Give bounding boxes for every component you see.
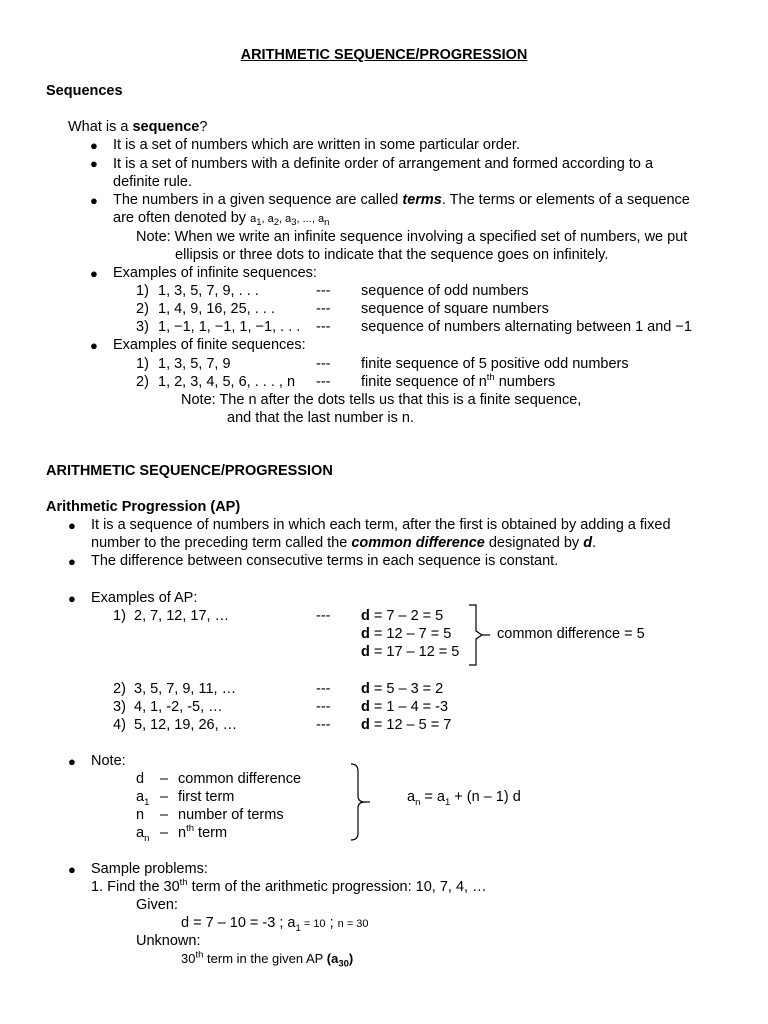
- note-infinite-a: Note: When we write an infinite sequence involving a specified set of numbers, we put: [136, 229, 688, 245]
- infinite-seq: 1, −1, 1, −1, 1, −1, . . .: [158, 319, 301, 335]
- note-label: Note:: [91, 753, 126, 769]
- bullet-icon: ●: [90, 156, 98, 171]
- finite-desc: finite sequence of $n^{th}$ numbers: [361, 372, 556, 390]
- ap-constant-diff: The difference between consecutive terms in each sequence is constant.: [91, 553, 559, 569]
- ap-example-dash: ---: [316, 681, 331, 697]
- note-infinite-b: ellipsis or three dots to indicate that the sequence goes on infinitely.: [175, 247, 609, 263]
- ap-example-calc: d = 12 – 5 = 7: [361, 717, 452, 733]
- seq-def-1: It is a set of numbers which are written in some particular order.: [113, 137, 520, 153]
- ap-example-dash: ---: [316, 717, 331, 733]
- note-finite-b: and that the last number is n.: [227, 410, 414, 426]
- sequences-heading: Sequences: [46, 83, 123, 99]
- given-label: Given:: [136, 897, 178, 913]
- infinite-seq: 1, 3, 5, 7, 9, . . .: [158, 283, 259, 299]
- bullet-icon: ●: [90, 338, 98, 353]
- note-dash: –: [160, 789, 169, 805]
- bullet-icon: ●: [68, 518, 76, 533]
- bullet-icon: ●: [90, 193, 98, 208]
- infinite-dash: ---: [316, 319, 331, 335]
- note-definition: $n^{th}$ term: [178, 823, 228, 841]
- ap-examples-heading: Examples of AP:: [91, 590, 198, 606]
- note-symbol: d: [136, 771, 145, 787]
- sample-problem-1: 1. Find the 30th term of the arithmetic progression: 10, 7, 4, …: [91, 877, 487, 895]
- finite-num: 2): [136, 374, 149, 390]
- note-dash: –: [160, 807, 169, 823]
- finite-seq: 1, 3, 5, 7, 9: [158, 356, 231, 372]
- given-values: d = 7 – 10 = -3 ; $a_1 = 10$ ; n = 30: [181, 915, 369, 934]
- note-definition: common difference: [178, 771, 302, 787]
- unknown-value: 30th term in the given AP $(a_{30})$: [181, 949, 354, 970]
- right-brace-icon: [466, 603, 492, 667]
- ap-example-calc: d = 12 – 7 = 5: [361, 626, 452, 642]
- note-dash: –: [160, 771, 169, 787]
- ap-example-dash: ---: [316, 699, 331, 715]
- ap-example-calc: d = 1 – 4 = -3: [361, 699, 449, 715]
- note-finite-a: Note: The n after the dots tells us that this is a finite sequence,: [181, 392, 582, 408]
- infinite-heading: Examples of infinite sequences:: [113, 265, 317, 281]
- infinite-dash: ---: [316, 283, 331, 299]
- bullet-icon: ●: [90, 138, 98, 153]
- finite-num: 1): [136, 356, 149, 372]
- ap-example-calc: d = 5 – 3 = 2: [361, 681, 444, 697]
- note-dash: –: [160, 825, 169, 841]
- seq-def-2-cont: definite rule.: [113, 174, 192, 190]
- note-definition: first term: [178, 789, 235, 805]
- ap-example-seq: 5, 12, 19, 26, …: [134, 717, 238, 733]
- bullet-icon: ●: [68, 591, 76, 606]
- infinite-seq: 1, 4, 9, 16, 25, . . .: [158, 301, 275, 317]
- finite-dash: ---: [316, 374, 331, 390]
- ap-subheading: Arithmetic Progression (AP): [46, 499, 241, 515]
- ap-example-seq: 4, 1, -2, -5, …: [134, 699, 223, 715]
- note-symbol: $a_n$: [136, 825, 150, 844]
- bullet-icon: ●: [68, 862, 76, 877]
- ap-example-calc: d = 7 – 2 = 5: [361, 608, 444, 624]
- ap-example-num: 3): [113, 699, 126, 715]
- infinite-desc: sequence of numbers alternating between 1 and −1: [361, 319, 692, 335]
- bullet-icon: ●: [68, 754, 76, 769]
- ap-definition-b: number to the preceding term called the common difference designated by d.: [91, 535, 597, 551]
- terms-line: The numbers in a given sequence are called terms. The terms or elements of a sequence: [113, 192, 690, 208]
- right-brace-icon: [348, 762, 374, 842]
- sample-heading: Sample problems:: [91, 861, 208, 877]
- finite-dash: ---: [316, 356, 331, 372]
- note-symbol: n: [136, 807, 145, 823]
- finite-desc: finite sequence of 5 positive odd numbers: [361, 356, 629, 372]
- ap-example-num: 4): [113, 717, 126, 733]
- infinite-num: 1): [136, 283, 149, 299]
- ap-example-dash: ---: [316, 608, 331, 624]
- infinite-desc: sequence of odd numbers: [361, 283, 529, 299]
- denoted-line: are often denoted by $a_1$, $a_2$, $a_3$, ..., $a_n$: [113, 210, 330, 229]
- infinite-num: 2): [136, 301, 149, 317]
- nth-term-formula: $a_n = a_1 + (n - 1)$ d: [407, 789, 521, 808]
- note-symbol: $a_1$: [136, 789, 150, 808]
- ap-example-num: 1): [113, 608, 126, 624]
- bullet-icon: ●: [90, 266, 98, 281]
- common-difference-label: common difference = 5: [497, 626, 645, 642]
- note-definition: number of terms: [178, 807, 284, 823]
- ap-definition-a: It is a sequence of numbers in which each term, after the first is obtained by adding a fixed: [91, 517, 671, 533]
- infinite-desc: sequence of square numbers: [361, 301, 549, 317]
- bullet-icon: ●: [68, 554, 76, 569]
- infinite-num: 3): [136, 319, 149, 335]
- unknown-label: Unknown:: [136, 933, 201, 949]
- finite-seq: 1, 2, 3, 4, 5, 6, . . . , n: [158, 374, 296, 390]
- ap-section-heading: ARITHMETIC SEQUENCE/PROGRESSION: [46, 463, 333, 479]
- ap-example-num: 2): [113, 681, 126, 697]
- infinite-dash: ---: [316, 301, 331, 317]
- ap-example-seq: 3, 5, 7, 9, 11, …: [134, 681, 237, 697]
- finite-heading: Examples of finite sequences:: [113, 337, 306, 353]
- ap-example-seq: 2, 7, 12, 17, …: [134, 608, 230, 624]
- page-title: ARITHMETIC SEQUENCE/PROGRESSION: [240, 47, 528, 63]
- ap-example-calc: d = 17 – 12 = 5: [361, 644, 460, 660]
- what-is-question: What is a sequence?: [68, 119, 208, 135]
- seq-def-2: It is a set of numbers with a definite order of arrangement and formed according to a: [113, 156, 654, 172]
